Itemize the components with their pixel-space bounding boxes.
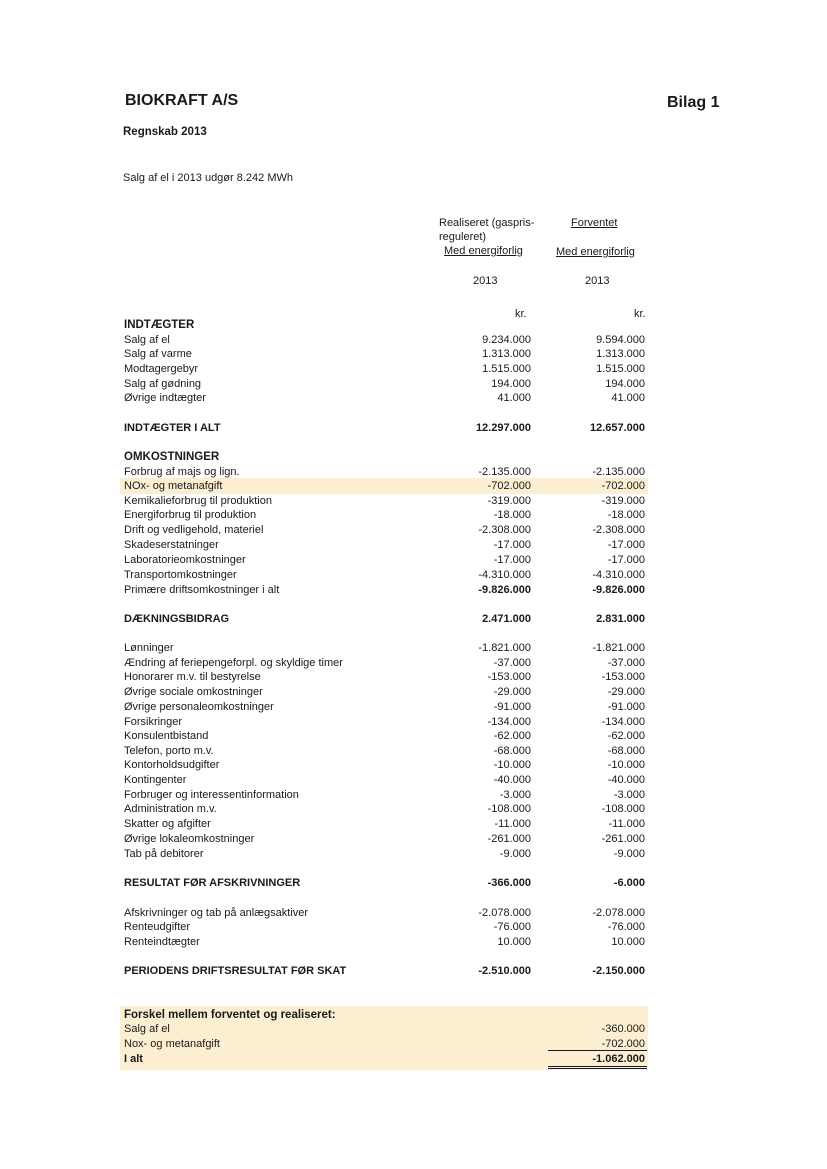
row-value-realized: -108.000 [487,803,531,815]
row-value-realized: -37.000 [493,657,531,669]
table-row [0,421,827,436]
row-value-expected: -3.000 [613,789,645,801]
row-value-expected: 10.000 [611,936,645,948]
row-value-expected: -11.000 [608,818,645,830]
row-label: Konsulentbistand [124,730,209,742]
row-label: Honorarer m.v. til bestyrelse [124,671,261,683]
row-value-expected: 9.594.000 [596,334,645,346]
document-subtitle: Regnskab 2013 [123,126,207,138]
row-value-realized: 2.471.000 [482,613,531,625]
row-value-realized: 1.515.000 [482,363,531,375]
row-label: Modtagergebyr [124,363,198,375]
col-realized-unit: kr. [515,308,527,320]
row-value-realized: -62.000 [493,730,531,742]
row-label: OMKOSTNINGER [124,451,220,463]
row-value-expected: -702.000 [601,1038,645,1050]
row-value-expected: -702.000 [601,480,645,492]
row-label: I alt [124,1053,143,1065]
row-value-realized: 41.000 [497,392,531,404]
row-label: INDTÆGTER I ALT [124,422,221,434]
table-row [0,377,827,392]
table-row [0,508,827,523]
row-value-expected: -2.308.000 [592,524,645,536]
row-value-realized: 194.000 [491,378,531,390]
table-row [0,450,827,465]
table-row [0,847,827,862]
company-name: BIOKRAFT A/S [125,92,239,109]
row-value-realized: -40.000 [493,774,531,786]
row-value-realized: -319.000 [487,495,531,507]
row-value-expected: 2.831.000 [596,613,645,625]
row-label: INDTÆGTER [124,319,195,331]
table-row [0,465,827,480]
row-value-expected: 1.515.000 [596,363,645,375]
row-value-expected: -2.135.000 [592,466,645,478]
row-label: Salg af varme [124,348,192,360]
row-value-expected: -76.000 [607,921,645,933]
row-label: PERIODENS DRIFTSRESULTAT FØR SKAT [124,965,347,977]
row-label: Renteindtægter [124,936,200,948]
row-value-expected: -68.000 [607,745,645,757]
table-row [0,670,827,685]
sum-rule-bottom-double [548,1068,647,1069]
row-label: Administration m.v. [124,803,217,815]
row-label: Ændring af feriepengeforpl. og skyldige timer [124,657,343,669]
row-value-expected: -319.000 [601,495,645,507]
table-row [0,523,827,538]
row-value-realized: -2.308.000 [478,524,531,536]
row-value-expected: -2.150.000 [592,965,645,977]
table-row [0,935,827,950]
row-value-expected: -134.000 [601,716,645,728]
row-label: Transportomkostninger [124,569,237,581]
table-row [0,700,827,715]
table-row [0,817,827,832]
row-label: NOx- og metanafgift [124,480,223,492]
table-row [0,583,827,598]
row-value-realized: -9.826.000 [478,584,531,596]
row-value-expected: -9.000 [613,848,645,860]
table-row [0,1022,827,1037]
row-label: Forbrug af majs og lign. [124,466,240,478]
col-expected-heading-line3: Med energiforlig [556,246,635,258]
table-row [0,347,827,362]
row-value-realized: -702.000 [487,480,531,492]
row-label: Salg af el [124,334,170,346]
table-row [0,920,827,935]
row-value-realized: 9.234.000 [482,334,531,346]
row-label: Salg af el [124,1023,170,1035]
row-label: Øvrige indtægter [124,392,206,404]
row-value-expected: 41.000 [611,392,645,404]
table-row [0,964,827,979]
row-value-realized: -134.000 [487,716,531,728]
table-row [0,362,827,377]
row-value-expected: -37.000 [607,657,645,669]
row-value-realized: -2.078.000 [478,907,531,919]
col-realized-year: 2013 [473,275,498,287]
row-value-expected: -17.000 [607,539,645,551]
table-row [0,788,827,803]
row-value-realized: 12.297.000 [475,422,531,434]
table-row [0,333,827,348]
row-value-expected: -18.000 [607,509,645,521]
table-row [0,568,827,583]
row-label: Forsikringer [124,716,183,728]
table-row [0,802,827,817]
row-value-expected: -6.000 [613,877,645,889]
row-label: Drift og vedligehold, materiel [124,524,264,536]
row-value-realized: 10.000 [497,936,531,948]
table-row [0,729,827,744]
sales-note: Salg af el i 2013 udgør 8.242 MWh [123,172,293,184]
row-value-expected: -1.062.000 [592,1053,645,1065]
table-row [0,773,827,788]
row-value-expected: -10.000 [607,759,645,771]
row-value-realized: -76.000 [493,921,531,933]
row-value-expected: 194.000 [605,378,645,390]
row-value-realized: -3.000 [499,789,531,801]
row-label: Laboratorieomkostninger [124,554,246,566]
row-label: Skadeserstatninger [124,539,219,551]
row-label: Salg af gødning [124,378,202,390]
table-row [0,494,827,509]
table-row [0,1008,827,1023]
table-row [0,832,827,847]
table-row [0,876,827,891]
row-value-realized: -1.821.000 [478,642,531,654]
row-label: Afskrivninger og tab på anlægsaktiver [124,907,309,919]
row-value-realized: -261.000 [487,833,531,845]
row-label: Primære driftsomkostninger i alt [124,584,280,596]
row-value-realized: -2.135.000 [478,466,531,478]
row-value-realized: -10.000 [493,759,531,771]
table-row [0,906,827,921]
row-label: Kontingenter [124,774,187,786]
row-label: Kemikalieforbrug til produktion [124,495,272,507]
row-label: Øvrige sociale omkostninger [124,686,263,698]
row-value-expected: -29.000 [607,686,645,698]
row-value-realized: -11.000 [494,818,531,830]
row-label: Telefon, porto m.v. [124,745,214,757]
row-label: RESULTAT FØR AFSKRIVNINGER [124,877,301,889]
table-row [0,715,827,730]
row-value-realized: -29.000 [493,686,531,698]
row-label: Øvrige personaleomkostninger [124,701,274,713]
row-value-expected: -40.000 [607,774,645,786]
col-expected-unit: kr. [634,308,646,320]
row-value-expected: 1.313.000 [596,348,645,360]
sum-rule-top [548,1050,647,1051]
row-label: Nox- og metanafgift [124,1038,220,1050]
row-value-expected: -4.310.000 [592,569,645,581]
table-row [0,656,827,671]
table-row [0,744,827,759]
appendix-label: Bilag 1 [667,94,720,111]
table-row [0,538,827,553]
row-label: Renteudgifter [124,921,191,933]
row-value-realized: -4.310.000 [478,569,531,581]
row-value-expected: -91.000 [607,701,645,713]
row-value-expected: -1.821.000 [592,642,645,654]
table-row [0,1037,827,1052]
row-value-realized: -17.000 [493,554,531,566]
table-row [0,612,827,627]
row-label: Lønninger [124,642,174,654]
table-row [0,1052,827,1067]
col-expected-heading-line1: Forventet [571,217,618,229]
table-row [0,685,827,700]
row-value-expected: 12.657.000 [589,422,645,434]
table-row [0,391,827,406]
row-value-realized: -2.510.000 [478,965,531,977]
row-value-expected: -17.000 [607,554,645,566]
row-value-realized: 1.313.000 [482,348,531,360]
row-value-realized: -366.000 [487,877,531,889]
col-realized-heading-line2: reguleret) [439,231,487,243]
table-row [0,641,827,656]
col-realized-heading-line1: Realiseret (gaspris- [439,217,535,229]
table-row [0,553,827,568]
row-value-expected: -153.000 [601,671,645,683]
row-value-realized: -18.000 [493,509,531,521]
sum-rule-bottom [548,1066,647,1067]
row-label: Energiforbrug til produktion [124,509,257,521]
row-label: Forbruger og interessentinformation [124,789,299,801]
row-label: Tab på debitorer [124,848,204,860]
row-label: Kontorholdsudgifter [124,759,220,771]
row-label: Skatter og afgifter [124,818,211,830]
table-row [0,318,827,333]
row-value-expected: -108.000 [601,803,645,815]
row-value-realized: -17.000 [493,539,531,551]
col-realized-heading-line3: Med energiforlig [444,245,523,257]
row-value-expected: -261.000 [601,833,645,845]
row-value-expected: -360.000 [601,1023,645,1035]
row-value-realized: -9.000 [499,848,531,860]
row-label: Forskel mellem forventet og realiseret: [124,1009,336,1021]
row-value-expected: -62.000 [607,730,645,742]
col-expected-year: 2013 [585,275,610,287]
table-row [0,479,827,494]
row-value-expected: -2.078.000 [592,907,645,919]
row-value-realized: -68.000 [493,745,531,757]
row-label: DÆKNINGSBIDRAG [124,613,230,625]
row-value-realized: -91.000 [493,701,531,713]
row-value-realized: -153.000 [487,671,531,683]
row-value-expected: -9.826.000 [592,584,645,596]
table-row [0,758,827,773]
row-label: Øvrige lokaleomkostninger [124,833,255,845]
